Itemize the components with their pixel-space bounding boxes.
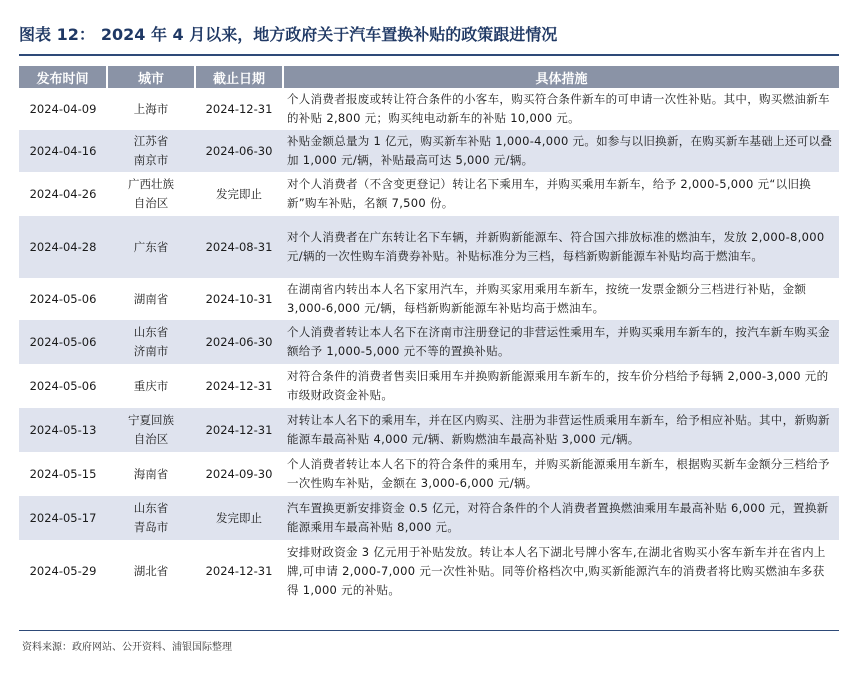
table-row (19, 496, 839, 540)
cell-measure: 个人消费者转让本人名下在济南市注册登记的非营运性乘用车，并购买乘用车新车的，按汽车新车购买金额给予 1,000-5,000 元不等的置换补贴。 (283, 320, 839, 364)
cell-city: 湖北省 (133, 563, 169, 578)
cell-date: 2024-04-26 (29, 186, 97, 201)
cell-deadline: 2024-12-31 (205, 563, 273, 578)
cell-deadline: 2024-12-31 (205, 101, 273, 116)
cell-date: 2024-05-13 (19, 408, 107, 452)
cell-measure: 在湖南省内转出本人名下家用汽车，并购买家用乘用车新车，按统一发票金额分三档进行补贴，金额 3,000-6,000 元/辆，每档新购新能源车补贴均高于燃油车。 (287, 282, 807, 315)
cell-deadline: 2024-12-31 (205, 378, 273, 393)
cell-date: 2024-05-15 (29, 466, 97, 481)
table-header-row (19, 66, 839, 88)
table-row (19, 452, 839, 496)
cell-city: 广东省 (107, 216, 195, 278)
figure-title-text: 2024 年 4 月以来，地方政府关于汽车置换补贴的政策跟进情况 (100, 25, 558, 44)
cell-city: 宁夏回族 自治区 (107, 408, 195, 452)
cell-city: 海南省 (133, 466, 169, 481)
table-row (19, 88, 839, 130)
table-bottom-rule (19, 630, 839, 631)
table-bottom-pad (19, 602, 839, 605)
cell-city: 广西壮族 自治区 (128, 177, 174, 210)
cell-date: 2024-04-28 (19, 216, 107, 278)
header-city: 城市 (107, 66, 195, 88)
cell-deadline: 2024-08-31 (195, 216, 283, 278)
cell-measure: 个人消费者转让本人名下的符合条件的乘用车，并购买新能源乘用车新车，根据购买新车金额分三档给予一次性购车补贴，金额在 3,000-6,000 元/辆。 (287, 457, 830, 490)
cell-measure: 对个人消费者（不含变更登记）转让名下乘用车，并购买乘用车新车，给予 2,000-5,000 元“以旧换新”购车补贴，名额 7,500 份。 (287, 177, 812, 210)
cell-city: 湖南省 (133, 291, 169, 306)
figure-title (19, 22, 839, 45)
cell-measure: 安排财政资金 3 亿元用于补贴发放。转让本人名下湖北号牌小客车,在湖北省购买小客车新车并在省内上牌,可申请 2,000-7,000 元一次性补贴。同等价格档次中,购买新能源汽车的消费者将比购买燃油车多获得 1,000 元的补贴。 (287, 544, 826, 597)
cell-measure: 对转让本人名下的乘用车，并在区内购买、注册为非营运性质乘用车新车，给予相应补贴。其中，新购新能源车最高补贴 4,000 元/辆、新购燃油车最高补贴 3,000 元/辆。 (283, 408, 839, 452)
cell-city: 山东省 青岛市 (107, 496, 195, 540)
policy-table (19, 66, 839, 605)
table-row (19, 320, 839, 364)
cell-measure: 对符合条件的消费者售卖旧乘用车并换购新能源乘用车新车的，按车价分档给予每辆 2,000-3,000 元的市级财政资金补贴。 (287, 369, 829, 402)
cell-date: 2024-04-09 (29, 101, 97, 116)
cell-date: 2024-05-06 (19, 320, 107, 364)
cell-deadline: 2024-06-30 (195, 320, 283, 364)
cell-city: 山东省 济南市 (107, 320, 195, 364)
title-rule (19, 54, 839, 56)
header-deadline: 截止日期 (195, 66, 283, 88)
table-body (19, 88, 839, 605)
cell-date: 2024-05-06 (29, 291, 97, 306)
cell-date: 2024-04-16 (19, 130, 107, 172)
table-row (19, 130, 839, 172)
source-note: 资料来源：政府网站、公开资料、浦银国际整理 (22, 642, 232, 653)
cell-deadline: 2024-12-31 (195, 408, 283, 452)
cell-measure: 对个人消费者在广东转让名下车辆，并新购新能源车、符合国六排放标准的燃油车，发放 2,000-8,000 元/辆的一次性购车消费券补贴。补贴标准分为三档，每档新购新能源车补贴均高于燃油车。 (283, 216, 839, 278)
cell-city: 重庆市 (133, 378, 169, 393)
cell-deadline: 发完即止 (195, 496, 283, 540)
cell-date: 2024-05-06 (29, 378, 97, 393)
table-row (19, 540, 839, 602)
table-row (19, 408, 839, 452)
cell-deadline: 发完即止 (216, 186, 262, 201)
cell-city: 江苏省 南京市 (107, 130, 195, 172)
table-row (19, 364, 839, 408)
table-bottom-pad-cell (19, 602, 839, 605)
cell-deadline: 2024-09-30 (205, 466, 273, 481)
header-date: 发布时间 (19, 66, 107, 88)
table-row (19, 172, 839, 216)
cell-date: 2024-05-29 (29, 563, 97, 578)
cell-deadline: 2024-10-31 (205, 291, 273, 306)
cell-measure: 个人消费者报废或转让符合条件的小客车，购买符合条件新车的可申请一次性补贴。其中，购买燃油新车的补贴 2,800 元；购买纯电动新车的补贴 10,000 元。 (287, 92, 830, 125)
cell-city: 上海市 (133, 101, 169, 116)
cell-deadline: 2024-06-30 (195, 130, 283, 172)
figure-label: 图表 12： (19, 25, 95, 44)
cell-measure: 汽车置换更新安排资金 0.5 亿元，对符合条件的个人消费者置换燃油乘用车最高补贴 6,000 元，置换新能源乘用车最高补贴 8,000 元。 (283, 496, 839, 540)
table-row (19, 278, 839, 320)
header-measure: 具体措施 (283, 66, 839, 88)
cell-date: 2024-05-17 (19, 496, 107, 540)
cell-measure: 补贴金额总量为 1 亿元，购买新车补贴 1,000-4,000 元。如参与以旧换新，在购买新车基础上还可以叠加 1,000 元/辆，补贴最高可达 5,000 元/辆。 (283, 130, 839, 172)
table-row (19, 216, 839, 278)
